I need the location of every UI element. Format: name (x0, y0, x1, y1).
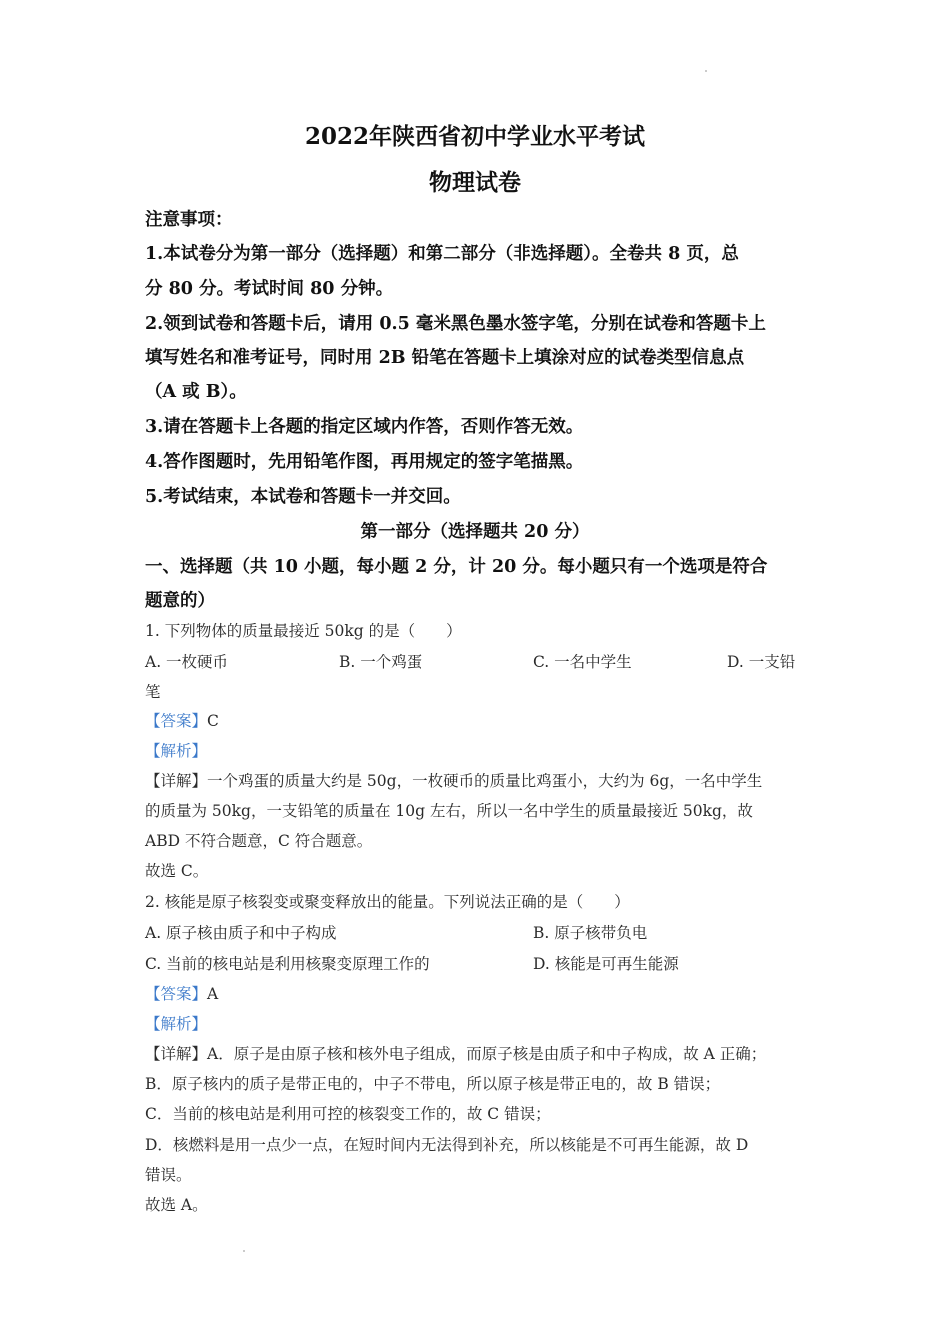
q2-detail-line: 【详解】A．原子是由原子核和核外电子组成，而原子核是由质子和中子构成，故 A 正确； (145, 1045, 767, 1063)
q1-option-a: A. 一枚硬币 (145, 653, 229, 671)
notes-line: 填写姓名和准考证号，同时用 2B 铅笔在答题卡上填涂对应的试卷类型信息点 (145, 348, 745, 368)
q1-detail-line: 的质量为 50kg，一支铅笔的质量在 10g 左右，所以一名中学生的质量最接近 50kg，故 (145, 802, 753, 820)
q1-detail-line: 【详解】一个鸡蛋的质量大约是 50g，一枚硬币的质量比鸡蛋小，大约为 6g，一名中学生 (145, 772, 763, 790)
q2-analysis-tag: 【解析】 (145, 1015, 208, 1033)
section-heading-cont: 题意的） (145, 591, 215, 611)
scan-dot (243, 1250, 245, 1252)
notes-line: 5.考试结束，本试卷和答题卡一并交回。 (145, 487, 461, 507)
q1-option-d: D. 一支铅 (727, 653, 796, 671)
scan-dot (705, 70, 707, 72)
notes-line: 2.领到试卷和答题卡后，请用 0.5 毫米黑色墨水签字笔，分别在试卷和答题卡上 (145, 314, 766, 334)
q2-option-b: B. 原子核带负电 (533, 924, 648, 942)
notes-line: 1.本试卷分为第一部分（选择题）和第二部分（非选择题）。全卷共 8 页，总 (145, 244, 739, 264)
notes-heading: 注意事项： (145, 210, 233, 230)
q1-detail-line: ABD 不符合题意，C 符合题意。 (145, 832, 373, 850)
notes-line: 分 80 分。考试时间 80 分钟。 (145, 279, 394, 299)
exam-title: 2022年陕西省初中学业水平考试 (304, 123, 645, 150)
q2-stem: 2. 核能是原子核裂变或聚变释放出的能量。下列说法正确的是（ ） (145, 893, 630, 911)
q1-answer (145, 709, 219, 731)
q1-option-c: C. 一名中学生 (533, 653, 632, 671)
q1-stem: 1. 下列物体的质量最接近 50kg 的是（ ） (145, 622, 462, 640)
notes-line: （A 或 B）。 (145, 382, 247, 402)
q2-option-c: C. 当前的核电站是利用核聚变原理工作的 (145, 955, 430, 973)
section-heading: 一、选择题（共 10 小题，每小题 2 分，计 20 分。每小题只有一个选项是符合 (145, 557, 768, 577)
q1-answer-value: C (207, 712, 219, 730)
q2-option-d: D. 核能是可再生能源 (533, 955, 679, 973)
q2-detail-line: B．原子核内的质子是带正电的，中子不带电，所以原子核是带正电的，故 B 错误； (145, 1075, 721, 1093)
q1-option-b: B. 一个鸡蛋 (339, 653, 423, 671)
q1-analysis-tag: 【解析】 (145, 742, 208, 760)
q2-option-a: A. 原子核由质子和中子构成 (145, 924, 337, 942)
q2-detail-line: 错误。 (145, 1166, 192, 1184)
q1-option-d-wrap: 笔 (145, 683, 161, 701)
exam-subtitle: 物理试卷 (429, 169, 521, 196)
notes-line: 3.请在答题卡上各题的指定区域内作答，否则作答无效。 (145, 417, 584, 437)
q1-conclusion: 故选 C。 (145, 862, 209, 880)
notes-line: 4.答作图题时，先用铅笔作图，再用规定的签字笔描黑。 (145, 452, 584, 472)
q2-answer (145, 982, 218, 1004)
part1-heading: 第一部分（选择题共 20 分） (360, 522, 590, 542)
q2-detail-line: D．核燃料是用一点少一点，在短时间内无法得到补充，所以核能是不可再生能源，故 D (145, 1136, 749, 1154)
answer-tag: 【答案】 (145, 712, 208, 730)
q2-detail-line: C．当前的核电站是利用可控的核裂变工作的，故 C 错误； (145, 1105, 551, 1123)
answer-tag: 【答案】 (145, 985, 208, 1003)
q2-conclusion: 故选 A。 (145, 1196, 208, 1214)
q2-answer-value: A (207, 985, 219, 1003)
